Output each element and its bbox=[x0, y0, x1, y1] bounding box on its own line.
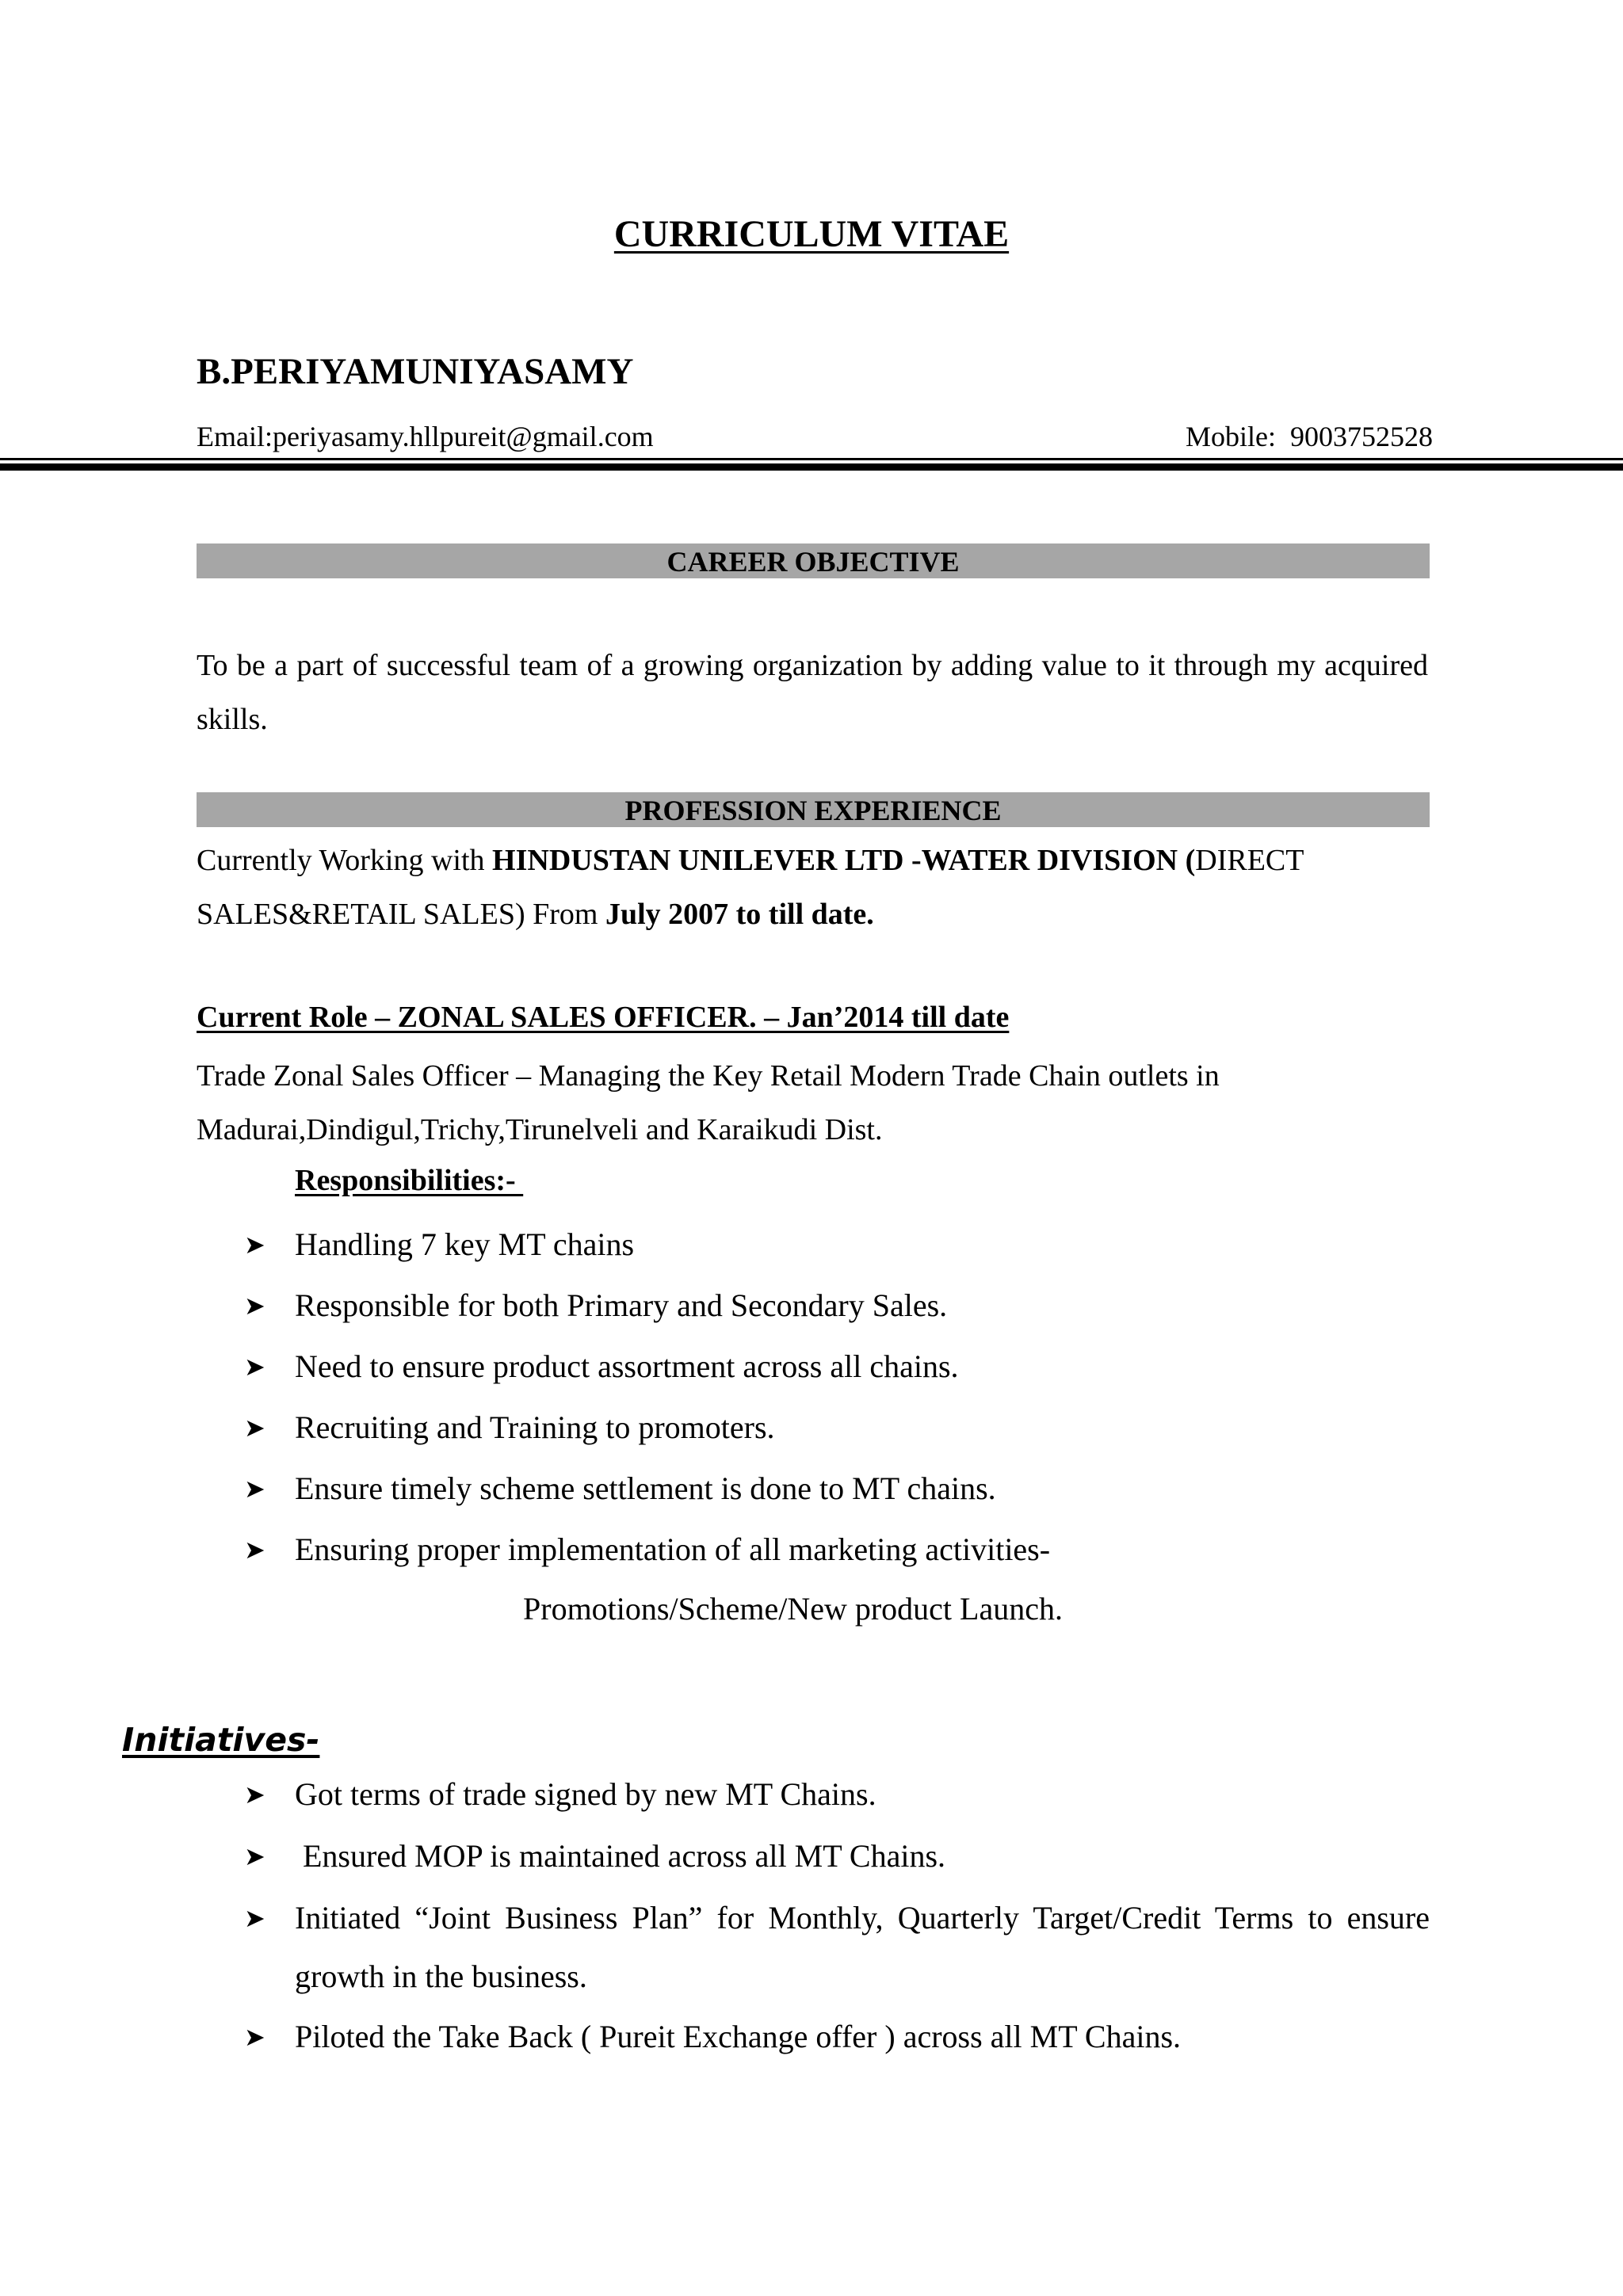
page-title: CURRICULUM VITAE bbox=[613, 213, 1010, 255]
header-divider-thin bbox=[0, 458, 1623, 460]
list-item bbox=[244, 1276, 1430, 1335]
responsibilities-continuation: Promotions/Scheme/New product Launch. bbox=[523, 1591, 1063, 1627]
arrowhead-bullet-icon: ➤ bbox=[244, 1474, 265, 1504]
header-divider-thick bbox=[0, 463, 1623, 471]
arrowhead-bullet-icon: ➤ bbox=[244, 2022, 265, 2052]
email-line: Email:periyasamy.hllpureit@gmail.com bbox=[197, 421, 654, 452]
current-role-heading: Current Role – ZONAL SALES OFFICER. – Jan’2014 till date bbox=[197, 1001, 1010, 1034]
list-item bbox=[244, 1337, 1430, 1396]
list-item-text: Recruiting and Training to promoters. bbox=[295, 1409, 775, 1445]
arrowhead-bullet-icon: ➤ bbox=[244, 1291, 265, 1321]
mobile-line: Mobile: 9003752528 bbox=[1186, 421, 1433, 452]
experience-company: HINDUSTAN UNILEVER LTD -WATER DIVISION ( bbox=[492, 844, 1196, 877]
arrowhead-bullet-icon: ➤ bbox=[244, 1535, 265, 1565]
list-item-text: Need to ensure product assortment across all chains. bbox=[295, 1348, 959, 1384]
arrowhead-bullet-icon: ➤ bbox=[244, 1352, 265, 1382]
list-item bbox=[244, 2008, 1430, 2066]
profession-experience-heading: PROFESSION EXPERIENCE bbox=[197, 792, 1430, 827]
initiatives-heading: Initiatives- bbox=[122, 1721, 320, 1759]
list-item-text: Ensuring proper implementation of all marketing activities- bbox=[295, 1531, 1051, 1567]
role-description-line-2: Madurai,Dindigul,Trichy,Tirunelveli and Karaikudi Dist. bbox=[197, 1113, 883, 1146]
candidate-name: B.PERIYAMUNIYASAMY bbox=[197, 351, 634, 392]
list-item bbox=[244, 1520, 1430, 1579]
role-description-line-1: Trade Zonal Sales Officer – Managing the Key Retail Modern Trade Chain outlets in bbox=[197, 1059, 1220, 1093]
list-item-text: Initiated “Joint Business Plan” for Monthly, Quarterly Target/Credit Terms to ensure growth in the business. bbox=[295, 1900, 1430, 1994]
career-objective-heading: CAREER OBJECTIVE bbox=[197, 543, 1430, 578]
list-item-text: Piloted the Take Back ( Pureit Exchange offer ) across all MT Chains. bbox=[295, 2019, 1182, 2054]
experience-line-2 bbox=[197, 887, 874, 941]
arrowhead-bullet-icon: ➤ bbox=[244, 1779, 265, 1810]
career-objective-text: To be a part of successful team of a growing organization by adding value to it through my acquired skills. bbox=[197, 649, 1428, 736]
experience-line-1 bbox=[197, 833, 1304, 887]
list-item-text: Got terms of trade signed by new MT Chains. bbox=[295, 1776, 876, 1812]
list-item bbox=[244, 1765, 1430, 1824]
responsibilities-heading: Responsibilities:- bbox=[295, 1164, 524, 1197]
list-item-text: Ensured MOP is maintained across all MT Chains. bbox=[295, 1838, 946, 1874]
list-item-text: Ensure timely scheme settlement is done to MT chains. bbox=[295, 1470, 996, 1506]
list-item bbox=[244, 1398, 1430, 1457]
list-item-text: Responsible for both Primary and Secondary Sales. bbox=[295, 1287, 948, 1323]
list-item bbox=[244, 1827, 1430, 1886]
arrowhead-bullet-icon: ➤ bbox=[244, 1413, 265, 1443]
list-item bbox=[244, 1215, 1430, 1274]
arrowhead-bullet-icon: ➤ bbox=[244, 1230, 265, 1260]
list-item bbox=[244, 1459, 1430, 1518]
experience-period: July 2007 to till date. bbox=[605, 898, 874, 931]
arrowhead-bullet-icon: ➤ bbox=[244, 1903, 265, 1933]
list-item-text: Handling 7 key MT chains bbox=[295, 1226, 635, 1262]
experience-suffix: DIRECT bbox=[1195, 844, 1304, 877]
list-item bbox=[244, 1889, 1430, 2006]
experience-prefix: Currently Working with bbox=[197, 844, 493, 877]
arrowhead-bullet-icon: ➤ bbox=[244, 1841, 265, 1871]
experience-line2-prefix: SALES&RETAIL SALES) From bbox=[197, 898, 605, 931]
